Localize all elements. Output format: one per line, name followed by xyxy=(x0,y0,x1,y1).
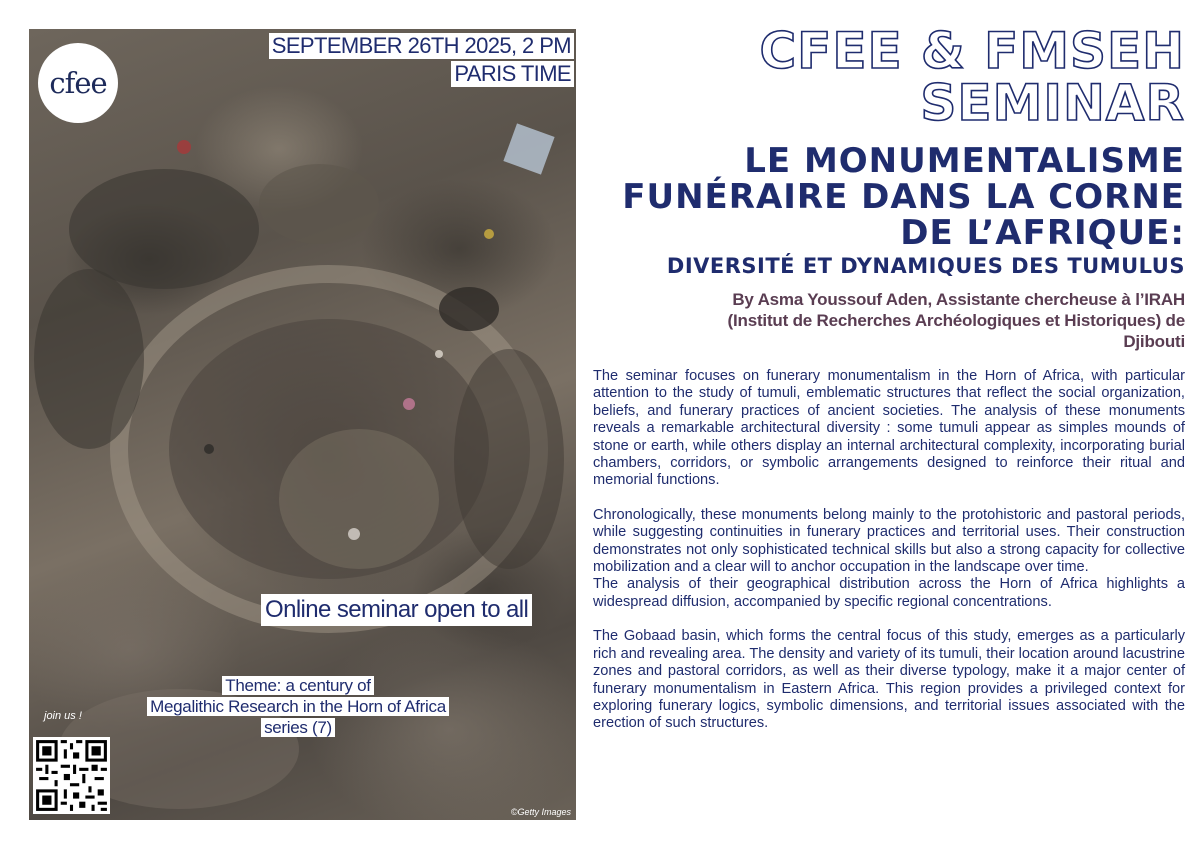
series-theme xyxy=(123,675,473,738)
author-line-2: (Institut de Recherches Archéologiques et Historiques) de xyxy=(727,311,1185,330)
theme-line-3: series (7) xyxy=(261,718,335,737)
description-paragraph-4: The Gobaad basin, which forms the central focus of this study, emerges as a particularly rich and revealing area. The density and variety of its tumuli, their location around lacustrine zones and pastoral corridors, as well as their diverse typology, make it a major center of funerary monumentalism in Eastern Africa. This region provides a privileged context for exploring funerary logics, symbolic dimensions, and territorial issues associated with the erection of such structures. xyxy=(593,628,1185,732)
qr-code-icon xyxy=(33,737,110,814)
seminar-organizers: CFEE & FMSEH xyxy=(759,22,1185,80)
photo-credit: ©Getty Images xyxy=(510,807,571,817)
speaker-info xyxy=(625,289,1185,352)
qr-code[interactable] xyxy=(33,737,110,814)
online-seminar-label: Online seminar open to all xyxy=(261,594,532,626)
title-line-2: FUNÉRAIRE DANS LA CORNE xyxy=(622,177,1185,217)
title-line-1: LE MONUMENTALISME xyxy=(744,141,1185,181)
description-paragraph-1: The seminar focuses on funerary monumentalism in the Horn of Africa, with particular attention to the study of tumuli, emblematic structures that reflect the social organization, beliefs, and funerary practices of ancient societies. The analysis of these monuments reveals a remarkable architectural diversity : some tumuli appear as simples mounds of stone or earth, while others display an internal architectural complexity, incorporating burial chambers, corridors, or symbolic arrangements designed to reinforce their ritual and memorial functions. xyxy=(593,368,1185,489)
theme-line-1: Theme: a century of xyxy=(222,676,373,695)
aerial-photo xyxy=(29,29,576,820)
cfee-logo: cfee xyxy=(38,43,118,123)
title-line-3: DE L’AFRIQUE: xyxy=(900,213,1185,253)
seminar-description xyxy=(593,368,1185,733)
event-timezone: PARIS TIME xyxy=(451,61,574,87)
author-line-1: By Asma Youssouf Aden, Assistante chercheuse à l’IRAH xyxy=(732,290,1185,309)
event-date: SEPTEMBER 26TH 2025, 2 PM xyxy=(269,33,574,59)
author-line-3: Djibouti xyxy=(1123,332,1185,351)
seminar-label: SEMINAR xyxy=(920,74,1185,132)
seminar-subtitle: DIVERSITÉ ET DYNAMIQUES DES TUMULUS xyxy=(666,254,1185,278)
join-us-label: join us ! xyxy=(44,710,82,722)
seminar-title xyxy=(585,143,1185,251)
description-paragraph-3: The analysis of their geographical distribution across the Horn of Africa highlights a widespread diffusion, accompanied by specific regional concentrations. xyxy=(593,576,1185,610)
description-paragraph-2: Chronologically, these monuments belong mainly to the protohistoric and pastoral periods, while suggesting continuities in funerary practices and territorial uses. Their construction demonstrates not only sophisticated technical skills but also a strong capacity for collective mobilization and a clear will to anchor occupation in the landscape over time. xyxy=(593,506,1185,576)
theme-line-2: Megalithic Research in the Horn of Africa xyxy=(147,697,449,716)
